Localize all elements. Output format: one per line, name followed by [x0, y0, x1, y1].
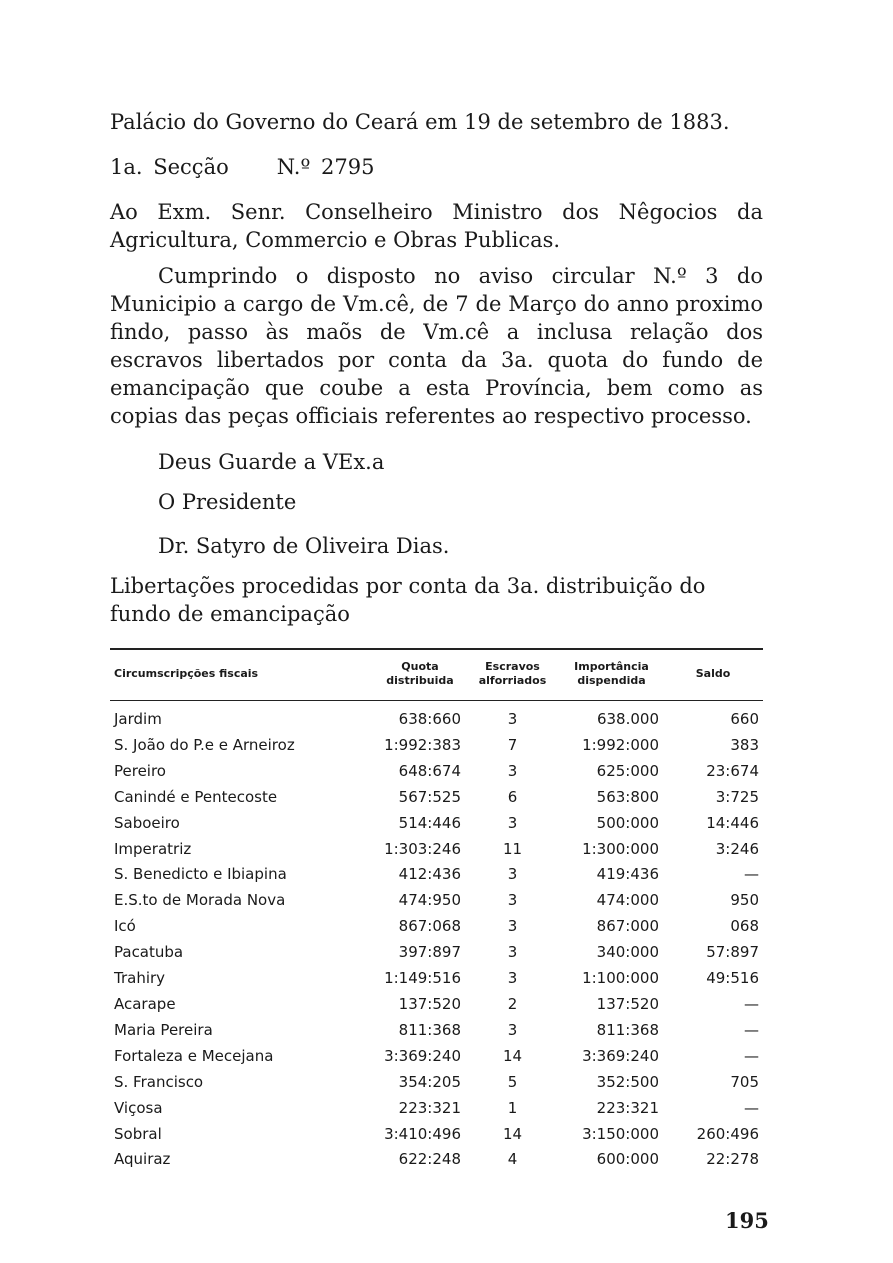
cell-quota: 3:410:496: [384, 1124, 461, 1143]
table-header: [110, 649, 763, 701]
cell-name: Viçosa: [114, 1098, 163, 1117]
cell-saldo: 22:278: [706, 1150, 759, 1169]
cell-quota: 412:436: [398, 865, 461, 884]
cell-saldo: 49:516: [706, 969, 759, 988]
header-importancia: Importância dispendida: [560, 649, 663, 701]
table-row: [110, 733, 763, 759]
header-escravos: Escravos alforriados: [465, 649, 560, 701]
cell-escravos: 3: [507, 813, 518, 832]
cell-name: Sobral: [114, 1124, 162, 1143]
header-quota: Quota distribuida: [375, 649, 465, 701]
cell-quota: 474:950: [398, 891, 461, 910]
cell-escravos: 14: [502, 1124, 523, 1143]
table-row: [110, 1096, 763, 1122]
table-row: [110, 862, 763, 888]
cell-quota: 1:303:246: [384, 839, 461, 858]
cell-escravos: 1: [507, 1098, 518, 1117]
cell-importancia: 563:800: [596, 787, 659, 806]
cell-escravos: 3: [507, 943, 518, 962]
cell-name: Acarape: [114, 994, 176, 1013]
cell-importancia: 600:000: [596, 1150, 659, 1169]
cell-name: Fortaleza e Mecejana: [114, 1046, 274, 1065]
cell-quota: 648:674: [398, 761, 461, 780]
table-row: [110, 759, 763, 785]
cell-escravos: 3: [507, 917, 518, 936]
cell-saldo: 705: [730, 1072, 759, 1091]
cell-name: Aquiraz: [114, 1150, 171, 1169]
table-row: [110, 966, 763, 992]
cell-saldo: 660: [730, 710, 759, 728]
cell-name: Imperatriz: [114, 839, 192, 858]
letter-body: Cumprindo o disposto no aviso circular N.º 3 do Municipio a cargo de Vm.cê, de 7 de Março do anno proximo findo, passo às maõs de Vm.cê a inclusa relação dos escravos libertados por conta da 3a. quota do fundo de emancipação que coube a esta Província, bem como as copias das peças officiais referentes ao respectivo processo.: [110, 264, 763, 428]
cell-quota: 354:205: [398, 1072, 461, 1091]
cell-name: Maria Pereira: [114, 1020, 213, 1039]
table-row: [110, 811, 763, 837]
cell-quota: 3:369:240: [384, 1046, 461, 1065]
cell-name: Saboeiro: [114, 813, 180, 832]
cell-saldo: —: [744, 1098, 759, 1117]
closing-salutation: Deus Guarde a VEx.a: [158, 450, 385, 474]
closing-title: O Presidente: [158, 490, 297, 514]
table-row: [110, 785, 763, 811]
table-row: [110, 837, 763, 863]
cell-quota: 867:068: [398, 917, 461, 936]
cell-importancia: 223:321: [596, 1098, 659, 1117]
cell-importancia: 625:000: [596, 761, 659, 780]
table-title: Libertações procedidas por conta da 3a. distribuição do fundo de emancipação: [110, 574, 706, 626]
table-row: [110, 1070, 763, 1096]
cell-importancia: 352:500: [596, 1072, 659, 1091]
cell-saldo: —: [744, 865, 759, 884]
cell-escravos: 3: [507, 761, 518, 780]
date-line: Palácio do Governo do Ceará em 19 de setembro de 1883.: [110, 110, 730, 134]
cell-escravos: 3: [507, 1020, 518, 1039]
table-row: [110, 1147, 763, 1173]
cell-name: Jardim: [114, 710, 162, 728]
section-label: 1a. Secção: [110, 155, 229, 179]
cell-quota: 223:321: [398, 1098, 461, 1117]
header-circumscricoes: Circumscripções fiscais: [110, 649, 375, 701]
cell-escravos: 7: [507, 735, 518, 754]
cell-quota: 811:368: [398, 1020, 461, 1039]
cell-importancia: 1:100:000: [582, 969, 659, 988]
cell-quota: 1:992:383: [384, 735, 461, 754]
cell-escravos: 11: [502, 839, 523, 858]
cell-importancia: 340:000: [596, 943, 659, 962]
table-row: [110, 1044, 763, 1070]
page-number: 195: [725, 1208, 769, 1233]
cell-escravos: 3: [507, 969, 518, 988]
table-row: [110, 914, 763, 940]
cell-saldo: 3:246: [715, 839, 759, 858]
cell-saldo: 14:446: [706, 813, 759, 832]
cell-saldo: 068: [730, 917, 759, 936]
cell-escravos: 3: [507, 865, 518, 884]
cell-escravos: 14: [502, 1046, 523, 1065]
cell-quota: 567:525: [398, 787, 461, 806]
cell-name: Canindé e Pentecoste: [114, 787, 278, 806]
table-row: [110, 992, 763, 1018]
cell-importancia: 474:000: [596, 891, 659, 910]
cell-importancia: 419:436: [596, 865, 659, 884]
cell-importancia: 867:000: [596, 917, 659, 936]
cell-escravos: 3: [507, 710, 518, 728]
liberation-table: [110, 648, 763, 1173]
cell-name: S. Benedicto e Ibiapina: [114, 865, 287, 884]
document-number: N.º 2795: [276, 155, 375, 179]
cell-escravos: 6: [507, 787, 518, 806]
cell-saldo: 383: [730, 735, 759, 754]
cell-name: E.S.to de Morada Nova: [114, 891, 286, 910]
cell-escravos: 4: [507, 1150, 518, 1169]
cell-quota: 638:660: [398, 710, 461, 728]
table-row: [110, 1018, 763, 1044]
cell-importancia: 3:150:000: [582, 1124, 659, 1143]
table-row: [110, 888, 763, 914]
cell-quota: 1:149:516: [384, 969, 461, 988]
cell-name: Pacatuba: [114, 943, 184, 962]
cell-name: Icó: [114, 917, 136, 936]
cell-saldo: —: [744, 994, 759, 1013]
cell-importancia: 1:992:000: [582, 735, 659, 754]
cell-saldo: —: [744, 1020, 759, 1039]
cell-importancia: 638.000: [596, 710, 659, 728]
cell-name: S. João do P.e e Arneiroz: [114, 735, 295, 754]
cell-escravos: 5: [507, 1072, 518, 1091]
cell-quota: 137:520: [398, 994, 461, 1013]
cell-importancia: 811:368: [596, 1020, 659, 1039]
cell-saldo: 950: [730, 891, 759, 910]
table-body: [110, 701, 763, 1174]
cell-name: Trahiry: [114, 969, 166, 988]
cell-name: Pereiro: [114, 761, 166, 780]
cell-importancia: 500:000: [596, 813, 659, 832]
section-line: [110, 153, 374, 181]
cell-saldo: 57:897: [706, 943, 759, 962]
cell-quota: 397:897: [398, 943, 461, 962]
cell-name: S. Francisco: [114, 1072, 204, 1091]
signature: Dr. Satyro de Oliveira Dias.: [158, 534, 450, 558]
header-saldo: Saldo: [663, 649, 763, 701]
table-row: [110, 940, 763, 966]
table-row: [110, 701, 763, 733]
cell-importancia: 137:520: [596, 994, 659, 1013]
cell-importancia: 1:300:000: [582, 839, 659, 858]
addressee: Ao Exm. Senr. Conselheiro Ministro dos Nêgocios da Agricultura, Commercio e Obras Publicas.: [110, 200, 763, 252]
cell-escravos: 2: [507, 994, 518, 1013]
cell-quota: 622:248: [398, 1150, 461, 1169]
cell-saldo: 3:725: [715, 787, 759, 806]
cell-saldo: 23:674: [706, 761, 759, 780]
cell-importancia: 3:369:240: [582, 1046, 659, 1065]
cell-saldo: —: [744, 1046, 759, 1065]
cell-escravos: 3: [507, 891, 518, 910]
cell-saldo: 260:496: [696, 1124, 759, 1143]
table-row: [110, 1122, 763, 1148]
cell-quota: 514:446: [398, 813, 461, 832]
